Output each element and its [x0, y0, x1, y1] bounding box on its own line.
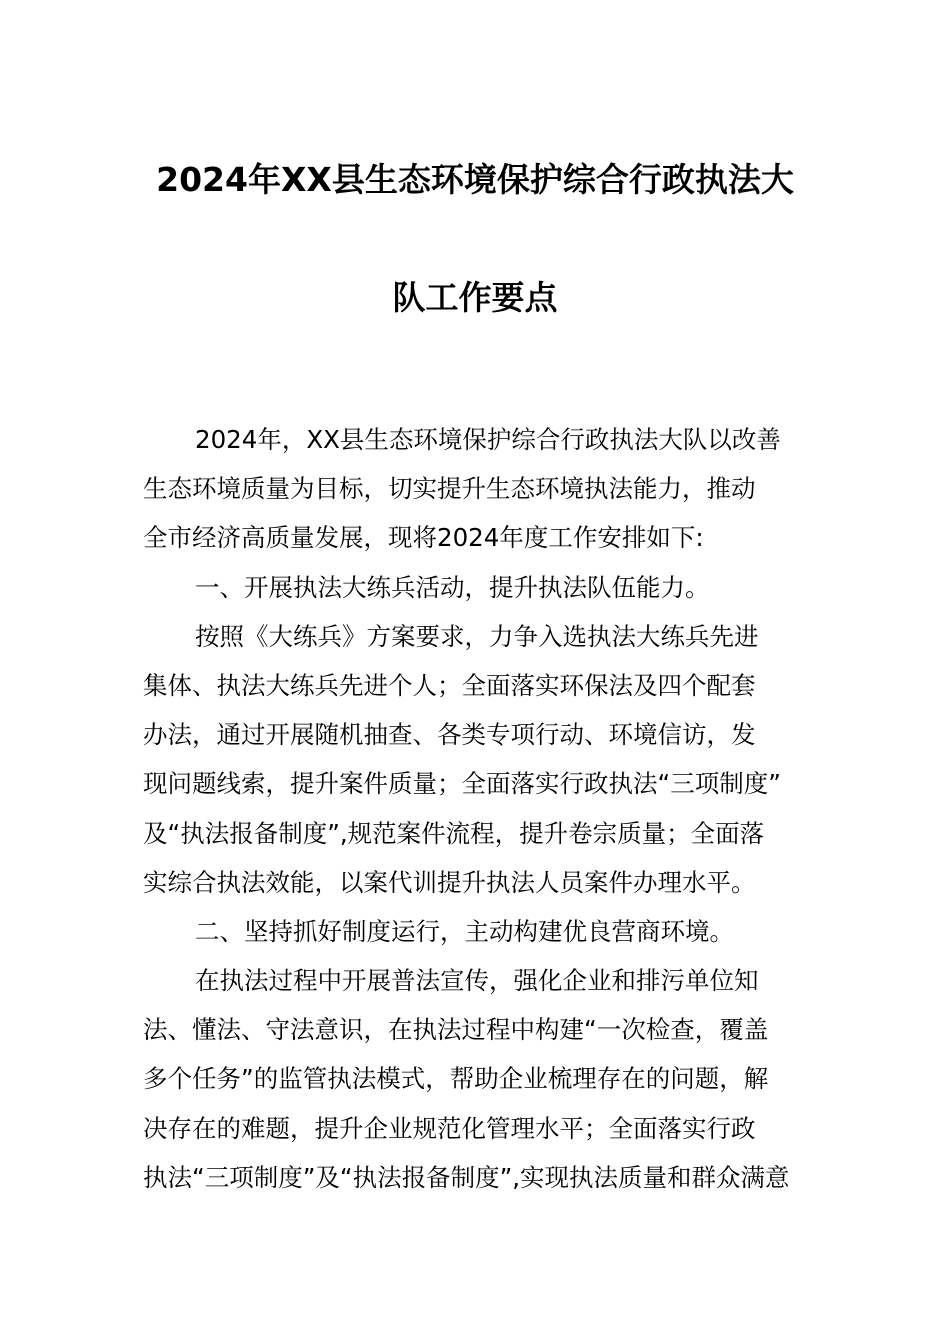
paragraph-line: 全市经济高质量发展，现将2024年度工作安排如下:	[143, 523, 704, 553]
paragraph-line: 2024年，XX县生态环境保护综合行政执法大队以改善	[195, 425, 781, 454]
section-heading: 二、坚持抓好制度运行，主动构建优良营商环境。	[195, 916, 734, 946]
paragraph-line: 集体、执法大练兵先进个人；全面落实环保法及四个配套	[143, 670, 756, 700]
document-body	[143, 415, 809, 1202]
paragraph-line: 生态环境质量为目标，切实提升生态环境执法能力，推动	[143, 474, 756, 504]
paragraph-line: 实综合执法效能，以案代训提升执法人员案件办理水平。	[143, 867, 756, 897]
paragraph-line: 执法“三项制度”及“执法报备制度”,实现执法质量和群众满意	[143, 1162, 790, 1192]
document-title-line-1: 2024年XX县生态环境保护综合行政执法大	[156, 160, 794, 199]
paragraph-line: 法、懂法、守法意识，在执法过程中构建“一次检查，覆盖	[143, 1015, 769, 1045]
paragraph-line: 办法，通过开展随机抽查、各类专项行动、环境信访，发	[143, 720, 756, 750]
paragraph-line: 决存在的难题，提升企业规范化管理水平；全面落实行政	[143, 1113, 756, 1143]
paragraph-line: 及“执法报备制度”,规范案件流程，提升卷宗质量；全面落	[143, 818, 765, 848]
paragraph-line: 现问题线索，提升案件质量；全面落实行政执法“三项制度”	[143, 769, 781, 799]
paragraph-line: 在执法过程中开展普法宣传，强化企业和排污单位知	[195, 966, 759, 996]
paragraph-line: 按照《大练兵》方案要求，力争入选执法大练兵先进	[195, 621, 759, 651]
paragraph-line: 多个任务”的监管执法模式，帮助企业梳理存在的问题，解	[143, 1064, 769, 1094]
section-heading: 一、开展执法大练兵活动，提升执法队伍能力。	[195, 572, 710, 602]
document-title-line-2: 队工作要点	[392, 278, 558, 317]
